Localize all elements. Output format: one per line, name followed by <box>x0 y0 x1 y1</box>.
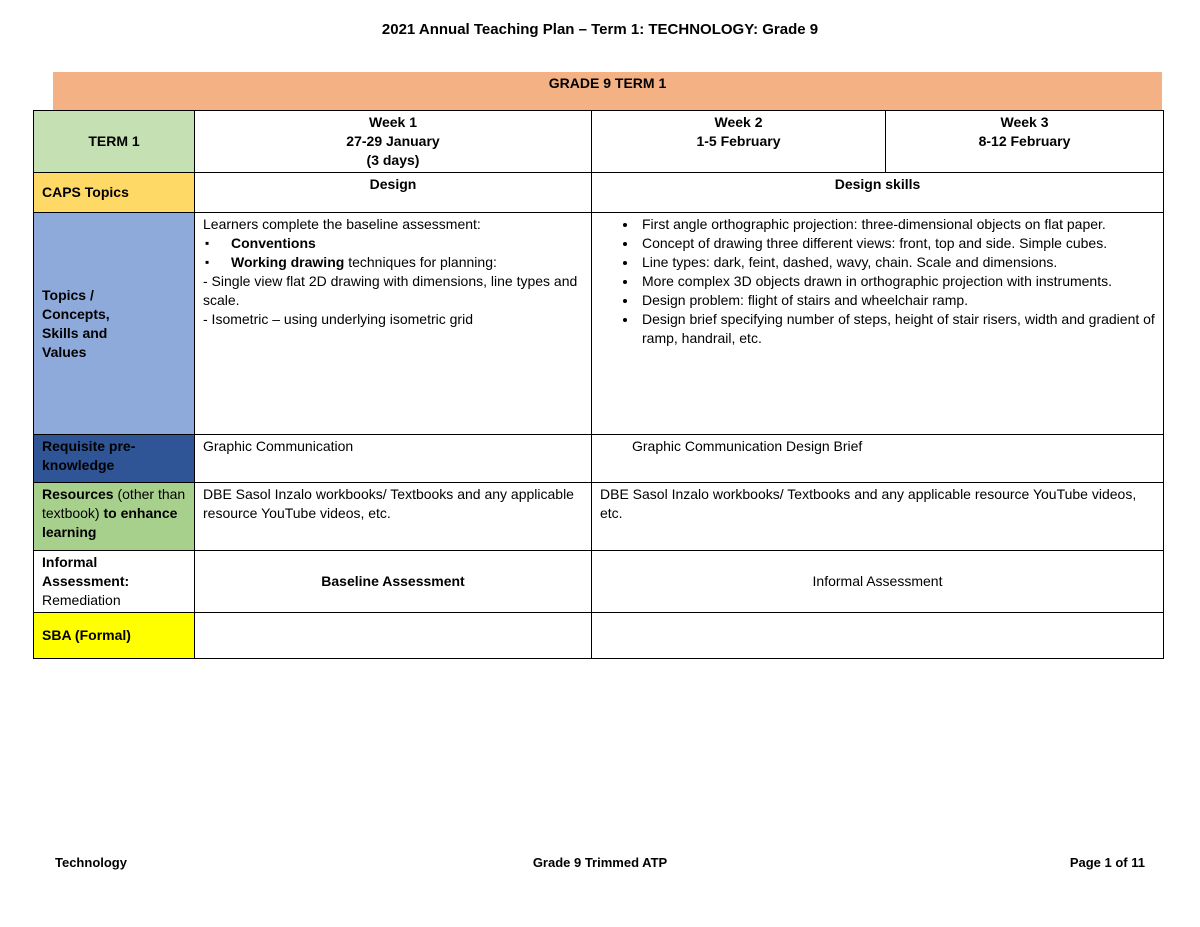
prereq-label: Requisite pre-knowledge <box>34 435 195 483</box>
week3-dates: 8-12 February <box>978 133 1071 149</box>
list-item: • Design brief specifying number of steps, height of stair risers, width and gradient of ramp, handrail, etc. <box>638 310 1155 348</box>
week1-name: Week 1 <box>369 114 417 130</box>
resources-label: Resources (other than textbook) to enhance learning <box>34 483 195 551</box>
week1-note: (3 days) <box>366 152 420 168</box>
footer-page-number: Page 1 of 11 <box>1069 855 1145 870</box>
sba-week23 <box>592 613 1164 659</box>
week2-name: Week 2 <box>714 114 763 130</box>
topics-week1 <box>195 213 592 435</box>
topics-week1-list <box>203 234 583 272</box>
topics-row <box>34 213 1164 435</box>
footer-document-name: Grade 9 Trimmed ATP <box>532 855 668 870</box>
footer-subject: Technology <box>55 855 127 870</box>
list-item: • First angle orthographic projection: three-dimensional objects on flat paper. <box>638 215 1155 234</box>
list-item: ▪ Conventions <box>231 234 583 253</box>
week2-dates: 1-5 February <box>696 133 781 149</box>
week2-header <box>592 111 886 173</box>
caps-week1: Design <box>195 173 592 213</box>
week3-name: Week 3 <box>1000 114 1049 130</box>
week3-header <box>886 111 1164 173</box>
informal-label: Informal Assessment: Remediation <box>34 551 195 613</box>
sba-week1 <box>195 613 592 659</box>
sba-row <box>34 613 1164 659</box>
topics-week23 <box>592 213 1164 435</box>
caps-topics-row <box>34 173 1164 213</box>
list-item: • More complex 3D objects drawn in orthographic projection with instruments. <box>638 272 1155 291</box>
list-item: ▪ Working drawing techniques for planning: <box>231 253 583 272</box>
informal-week23: Informal Assessment <box>592 551 1164 613</box>
prereq-row <box>34 435 1164 483</box>
week-header-row <box>34 111 1164 173</box>
topics-week1-line: - Isometric – using underlying isometric grid <box>203 311 473 327</box>
grade-term-banner: GRADE 9 TERM 1 <box>53 72 1162 110</box>
list-item: • Line types: dark, feint, dashed, wavy, chain. Scale and dimensions. <box>638 253 1155 272</box>
prereq-week23: Graphic Communication Design Brief <box>592 435 1164 483</box>
week1-header <box>195 111 592 173</box>
topics-week23-list <box>600 215 1155 348</box>
topics-week1-intro: Learners complete the baseline assessment: <box>203 216 481 232</box>
teaching-plan-table <box>33 110 1164 659</box>
resources-week23: DBE Sasol Inzalo workbooks/ Textbooks and any applicable resource YouTube videos, etc. <box>592 483 1164 551</box>
resources-row <box>34 483 1164 551</box>
caps-topics-label: CAPS Topics <box>34 173 195 213</box>
list-item: • Design problem: flight of stairs and wheelchair ramp. <box>638 291 1155 310</box>
informal-week1: Baseline Assessment <box>195 551 592 613</box>
list-item: • Concept of drawing three different views: front, top and side. Simple cubes. <box>638 234 1155 253</box>
document-title: 2021 Annual Teaching Plan – Term 1: TECHNOLOGY: Grade 9 <box>381 21 819 38</box>
prereq-week1: Graphic Communication <box>195 435 592 483</box>
sba-label: SBA (Formal) <box>34 613 195 659</box>
term-label-cell: TERM 1 <box>34 111 195 173</box>
topics-week1-line: - Single view flat 2D drawing with dimensions, line types and scale. <box>203 273 578 308</box>
informal-row <box>34 551 1164 613</box>
week1-dates: 27-29 January <box>346 133 440 149</box>
topics-label: Topics / Concepts, Skills and Values <box>34 213 195 435</box>
resources-week1: DBE Sasol Inzalo workbooks/ Textbooks and any applicable resource YouTube videos, etc. <box>195 483 592 551</box>
caps-week23: Design skills <box>592 173 1164 213</box>
